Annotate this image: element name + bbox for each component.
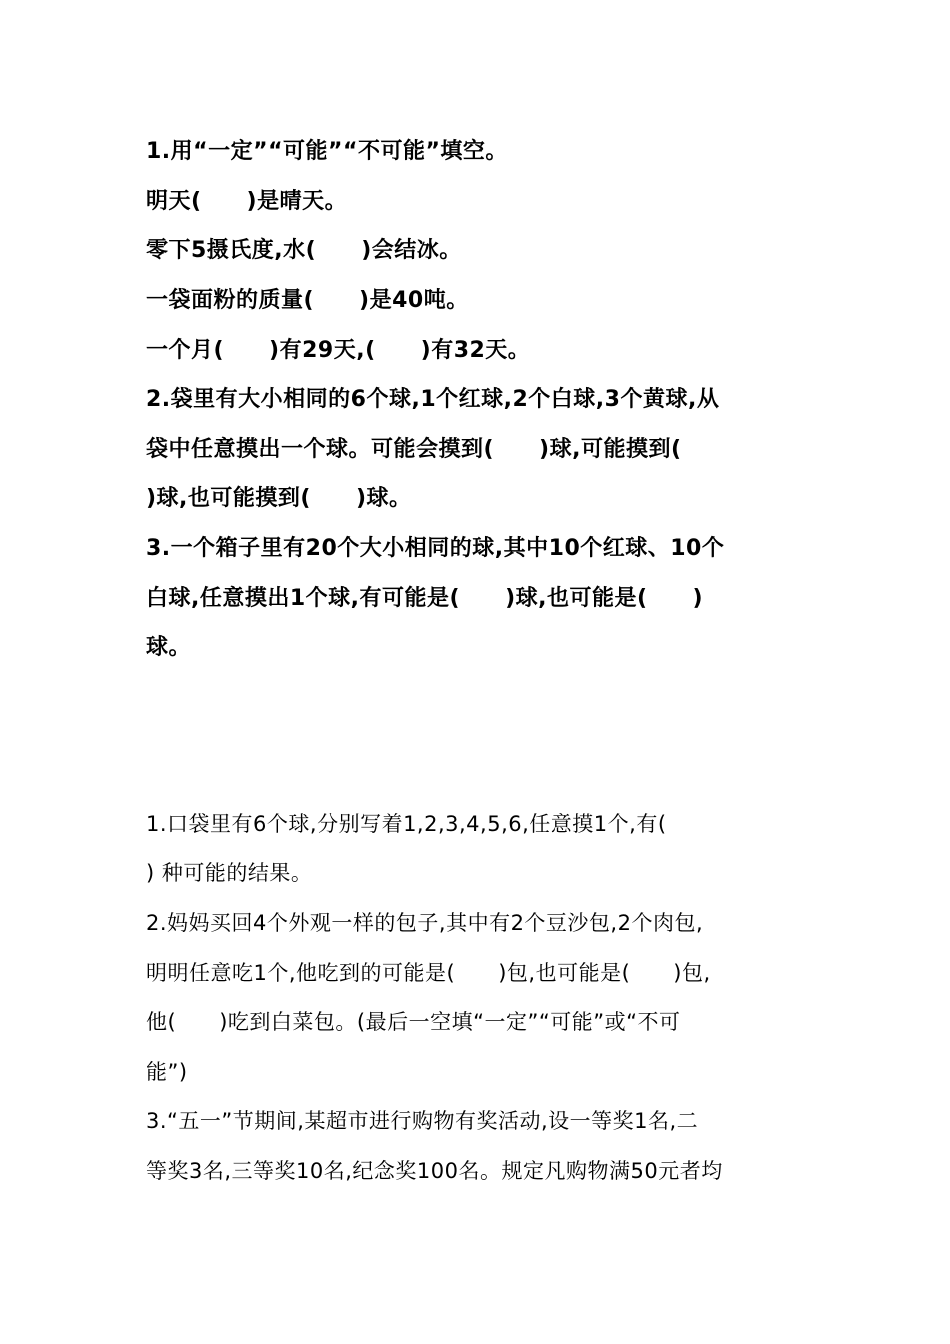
question-3-line-2: 白球,任意摸出1个球,有可能是( )球,也可能是( )	[146, 586, 704, 611]
question-2-line-3: )球,也可能摸到( )球。	[146, 486, 412, 511]
question-b3-line-1: 3.“五一”节期间,某超市进行购物有奖活动,设一等奖1名,二	[146, 1109, 699, 1133]
question-b2-line-3: 他( )吃到白菜包。(最后一空填“一定”“可能”或“不可	[146, 1010, 681, 1034]
question-3-line-1: 3.一个箱子里有20个大小相同的球,其中10个红球、10个	[146, 536, 725, 561]
question-1-item-4: 一个月( )有29天,( )有32天。	[146, 338, 531, 363]
question-b1-line-1: 1.口袋里有6个球,分别写着1,2,3,4,5,6,任意摸1个,有(	[146, 812, 667, 836]
question-3-line-3: 球。	[146, 635, 192, 660]
question-1-item-3: 一袋面粉的质量( )是40吨。	[146, 288, 469, 313]
question-2-line-1: 2.袋里有大小相同的6个球,1个红球,2个白球,3个黄球,从	[146, 387, 720, 412]
question-1-item-1: 明天( )是晴天。	[146, 189, 348, 214]
question-b2-line-2: 明明任意吃1个,他吃到的可能是( )包,也可能是( )包,	[146, 961, 711, 985]
question-2-line-2: 袋中任意摸出一个球。可能会摸到( )球,可能摸到(	[146, 437, 682, 462]
question-1-heading: 1.用“一定”“可能”“不可能”填空。	[146, 139, 508, 164]
question-b1-line-2: ) 种可能的结果。	[146, 861, 313, 885]
question-b2-line-1: 2.妈妈买回4个外观一样的包子,其中有2个豆沙包,2个肉包,	[146, 911, 704, 935]
question-1-item-2: 零下5摄氏度,水( )会结冰。	[146, 238, 462, 263]
question-b3-line-2: 等奖3名,三等奖10名,纪念奖100名。规定凡购物满50元者均	[146, 1159, 723, 1183]
question-b2-line-4: 能”)	[146, 1060, 188, 1084]
